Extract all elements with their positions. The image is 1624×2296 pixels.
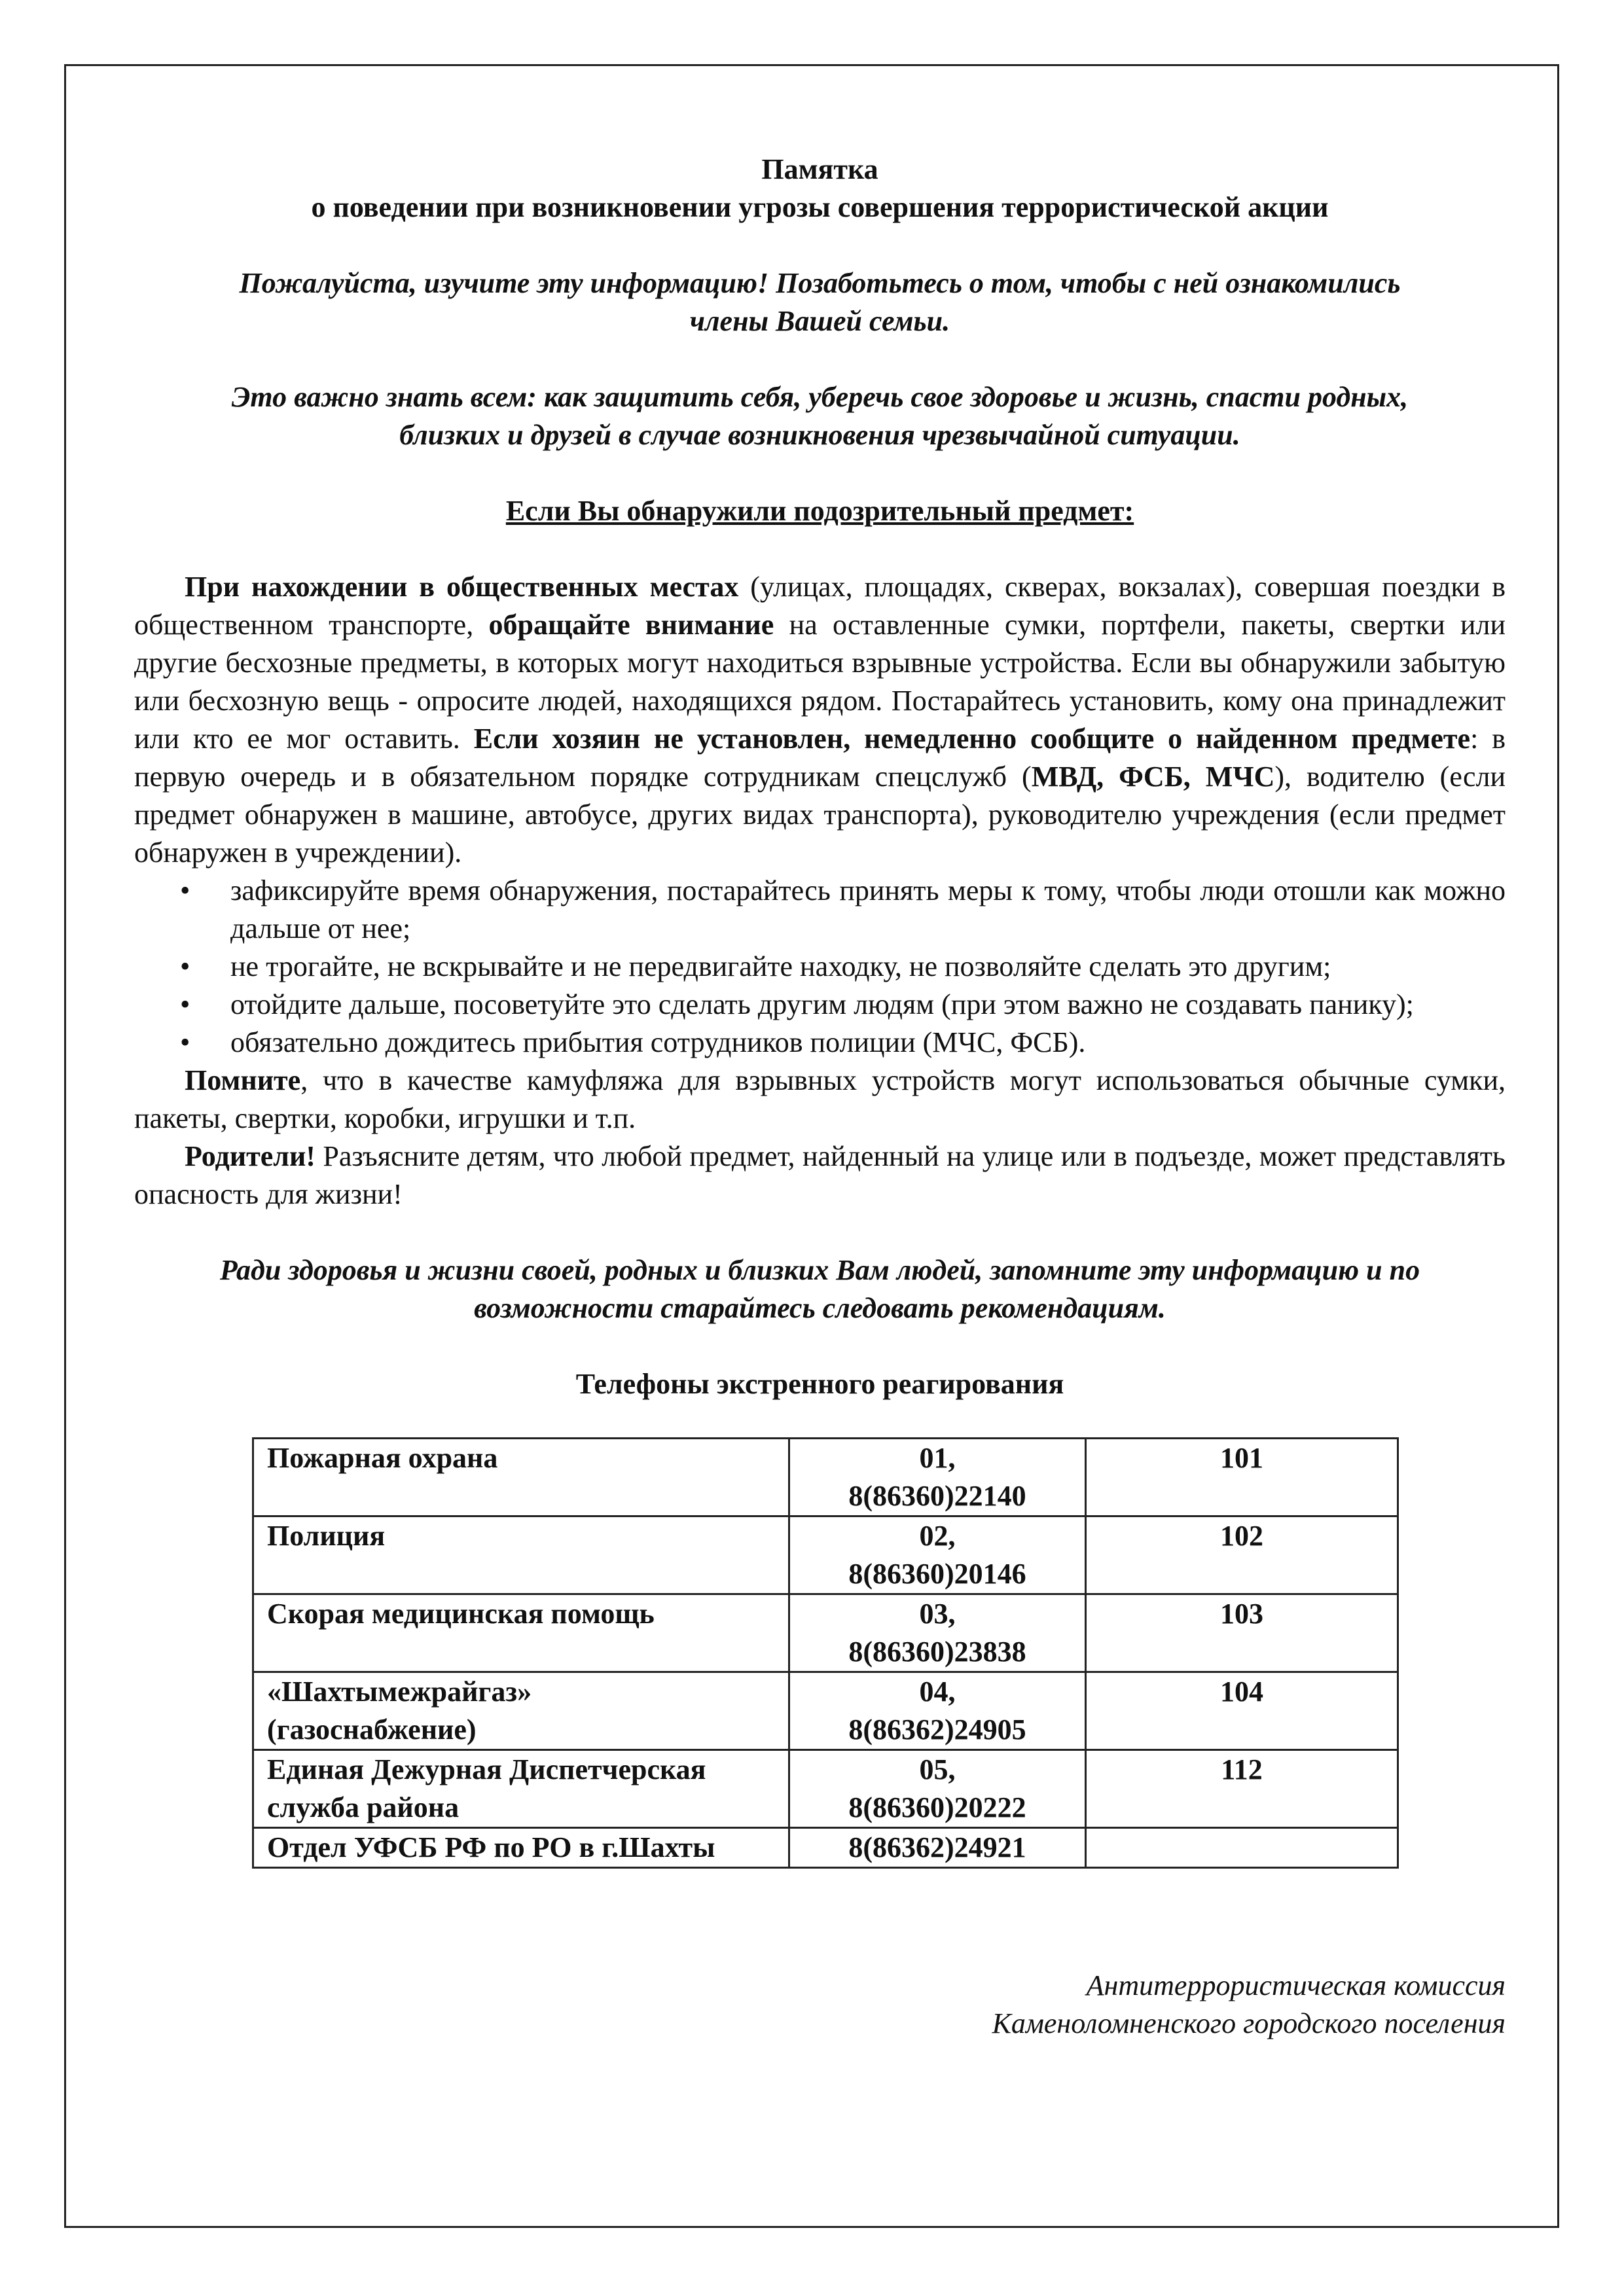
paragraph-remember (134, 1062, 1506, 1138)
table-row (253, 1594, 1398, 1672)
signature-block (134, 1967, 1506, 2043)
table-row (253, 1516, 1398, 1594)
bullet-icon: • (180, 950, 190, 982)
text: ), водителю (если предмет обнаружен в машине, автобусе, других видах транспорта), руководителю учреждения (если предмет обнаружен в учреждении). (134, 761, 1506, 869)
signature-line-2: Каменоломненского городского поселения (992, 2007, 1506, 2039)
paragraph-suspicious-object (134, 568, 1506, 872)
intro-request: Пожалуйста, изучите эту информацию! Позаботьтесь о том, чтобы с ней ознакомились члены Вашей семьи. (239, 267, 1401, 337)
bullet-icon: • (180, 874, 190, 906)
section-heading: Если Вы обнаружили подозрительный предмет: (505, 495, 1134, 527)
service-cell: Единая Дежурная Диспетчерская служба района (253, 1750, 789, 1828)
number-cell: 05, 8(86360)20222 (789, 1750, 1086, 1828)
bold-text: МВД, ФСБ, МЧС (1031, 761, 1275, 793)
intro-importance: Это важно знать всем: как защитить себя, уберечь свое здоровье и жизнь, спасти родных, близких и друзей в случае возникновения чрезвычайной ситуации. (231, 381, 1409, 451)
bullet-icon: • (180, 988, 190, 1020)
bold-text: Помните (185, 1064, 301, 1096)
service-cell: Отдел УФСБ РФ по РО в г.Шахты (253, 1828, 789, 1868)
emergency-phones-table (252, 1437, 1399, 1869)
closing-appeal: Ради здоровья и жизни своей, родных и близких Вам людей, запомните эту информацию и по возможности старайтесь следовать рекомендациям. (219, 1254, 1420, 1324)
document-title: Памятка (761, 153, 878, 185)
document-body (134, 151, 1506, 2043)
short-number-cell: 112 (1086, 1750, 1398, 1828)
list-item (134, 872, 1506, 948)
list-item (134, 948, 1506, 986)
number-cell: 02, 8(86360)20146 (789, 1516, 1086, 1594)
service-cell: Полиция (253, 1516, 789, 1594)
service-cell: Пожарная охрана (253, 1439, 789, 1516)
text: Разъясните детям, что любой предмет, найденный на улице или в подъезде, может представлять опасность для жизни! (134, 1140, 1506, 1210)
short-number-cell: 101 (1086, 1439, 1398, 1516)
text: , что в качестве камуфляжа для взрывных устройств могут использоваться обычные сумки, пакеты, свертки, коробки, игрушки и т.п. (134, 1064, 1506, 1134)
table-row (253, 1439, 1398, 1516)
number-cell: 01, 8(86360)22140 (789, 1439, 1086, 1516)
list-item (134, 1024, 1506, 1062)
phones-heading: Телефоны экстренного реагирования (575, 1368, 1064, 1400)
service-cell: «Шахтымежрайгаз» (газоснабжение) (253, 1672, 789, 1750)
list-item (134, 986, 1506, 1024)
bold-text: обращайте внимание (488, 609, 774, 641)
list-item-text: зафиксируйте время обнаружения, постарайтесь принять меры к тому, чтобы люди отошли как можно дальше от нее; (230, 874, 1506, 944)
short-number-cell: 103 (1086, 1594, 1398, 1672)
list-item-text: обязательно дождитесь прибытия сотрудников полиции (МЧС, ФСБ). (230, 1026, 1086, 1058)
short-number-cell: 102 (1086, 1516, 1398, 1594)
text: : в первую очередь и в обязательном порядке сотрудникам спецслужб ( (134, 723, 1506, 793)
instruction-list (134, 872, 1506, 1062)
table-row (253, 1672, 1398, 1750)
number-cell: 04, 8(86362)24905 (789, 1672, 1086, 1750)
table-row (253, 1750, 1398, 1828)
service-cell: Скорая медицинская помощь (253, 1594, 789, 1672)
table-row (253, 1828, 1398, 1868)
bullet-icon: • (180, 1026, 190, 1058)
short-number-cell (1086, 1828, 1398, 1868)
text: на оставленные сумки, портфели, пакеты, свертки или другие бесхозные предметы, в которых могут находиться взрывные устройства. Если вы обнаружили забытую или бесхозную вещь - опросите людей, находящихся рядом. Постарайтесь установить, кому она принадлежит или кто ее мог оставить. (134, 609, 1506, 755)
bold-text: При нахождении в общественных местах (185, 571, 739, 603)
bold-text: Если хозяин не установлен, немедленно сообщите о найденном предмете (473, 723, 1471, 755)
short-number-cell: 104 (1086, 1672, 1398, 1750)
text: (улицах, площадях, скверах, вокзалах), совершая поездки в общественном транспорте, (134, 571, 1506, 641)
paragraph-parents (134, 1138, 1506, 1213)
document-subtitle: о поведении при возникновении угрозы совершения террористической акции (311, 191, 1329, 223)
list-item-text: не трогайте, не вскрывайте и не передвигайте находку, не позволяйте сделать это другим; (230, 950, 1331, 982)
number-cell: 03, 8(86360)23838 (789, 1594, 1086, 1672)
bold-text: Родители! (185, 1140, 316, 1172)
list-item-text: отойдите дальше, посоветуйте это сделать другим людям (при этом важно не создавать панику); (230, 988, 1414, 1020)
number-cell: 8(86362)24921 (789, 1828, 1086, 1868)
signature-line-1: Антитеррористическая комиссия (1086, 1969, 1506, 2001)
